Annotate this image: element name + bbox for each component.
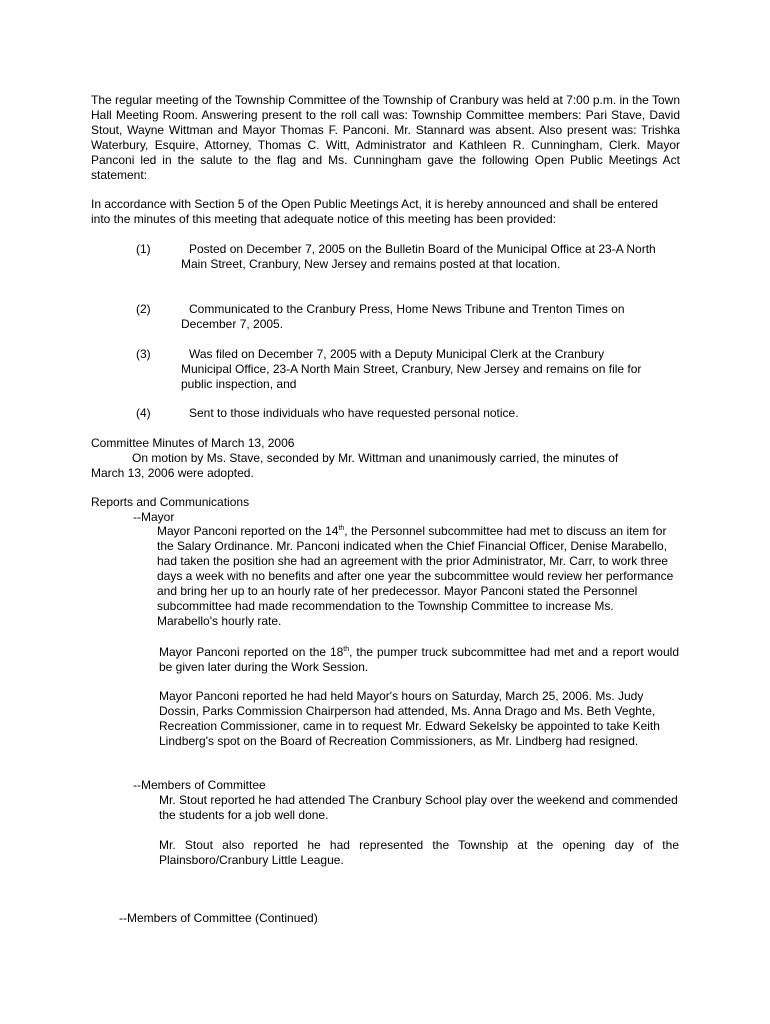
notice-item (136, 242, 656, 272)
notice-item (136, 347, 656, 392)
notice-intro-paragraph: In accordance with Section 5 of the Open Public Meetings Act, it is hereby announced and shall be entered into the minutes of this meeting that adequate notice of this meeting has been provided: (91, 197, 659, 226)
mayor-label: --Mayor (133, 510, 175, 524)
reports-heading: Reports and Communications (91, 495, 250, 509)
opening-paragraph: The regular meeting of the Township Committee of the Township of Cranbury was held at 7:00 p.m. in the Town Hall Meeting Room. Answering present to the roll call was: Township Committee members: Pari Stave, David Stout, Wayne Wittman and Mayor Thomas F. Panconi. Mr. Stannard was absent. Also present was: Trishka Waterbury, Esquire, Attorney, Thomas C. Witt, Administrator and Kathleen R. Cunningham, Clerk. Mayor Panconi led in the salute to the flag and Ms. Cunningham gave the following Open Public Meetings Act statement: (91, 93, 680, 182)
mayor-report-paragraph: Mayor Panconi reported on the 18th, the pumper truck subcommittee had met and a report would be given later during the Work Session. (159, 645, 679, 674)
notice-item-text: Was filed on December 7, 2005 with a Deputy Municipal Clerk at the Cranbury Municipal Office, 23-A North Main Street, Cranbury, New Jersey and remains on file for public inspection, and (181, 347, 642, 391)
members-label: --Members of Committee (133, 778, 266, 792)
mayor-report-paragraph: Mayor Panconi reported on the 14th, the Personnel subcommittee had met to discuss an item for the Salary Ordinance. Mr. Panconi indicated when the Chief Financial Officer, Denise Marabello, had taken the position she had an agreement with the prior Administrator, Mr. Carr, to work three days a week with no benefits and after one year the subcommittee would review her performance and bring her up to an hourly rate of her predecessor. Mayor Panconi stated the Personnel subcommittee had made recommendation to the Township Committee to increase Ms. Marabello's hourly rate. (157, 524, 674, 628)
minutes-text: On motion by Ms. Stave, seconded by Mr. Wittman and unanimously carried, the minutes of March 13, 2006 were adopted. (91, 451, 619, 480)
notice-item-text: Posted on December 7, 2005 on the Bulletin Board of the Municipal Office at 23-A North Main Street, Cranbury, New Jersey and remains posted at that location. (181, 242, 656, 271)
members-continued-label: --Members of Committee (Continued) (119, 911, 318, 925)
notice-item (136, 406, 656, 421)
notice-item-number: (3) (136, 347, 151, 361)
minutes-section (91, 436, 680, 481)
members-report-paragraph: Mr. Stout also reported he had represented the Township at the opening day of the Plainsboro/Cranbury Little League. (159, 838, 679, 867)
mayor-report-paragraph: Mayor Panconi reported he had held Mayor's hours on Saturday, March 25, 2006. Ms. Judy Dossin, Parks Commission Chairperson had attended, Ms. Anna Drago and Ms. Beth Veghte, Recreation Commissioner, came in to request Mr. Edward Sekelsky be appointed to take Keith Lindberg's spot on the Board of Recreation Commissioners, as Mr. Lindberg had resigned. (159, 689, 660, 748)
notice-item-text: Communicated to the Cranbury Press, Home News Tribune and Trenton Times on December 7, 2005. (181, 302, 625, 331)
notice-item-text: Sent to those individuals who have requested personal notice. (189, 406, 519, 420)
minutes-heading: Committee Minutes of March 13, 2006 (91, 436, 295, 450)
notice-item-number: (2) (136, 302, 151, 316)
notice-item-number: (1) (136, 242, 151, 256)
members-report-paragraph: Mr. Stout reported he had attended The Cranbury School play over the weekend and commended the students for a job well done. (159, 793, 678, 822)
notice-item (136, 302, 656, 332)
notice-item-number: (4) (136, 406, 151, 420)
